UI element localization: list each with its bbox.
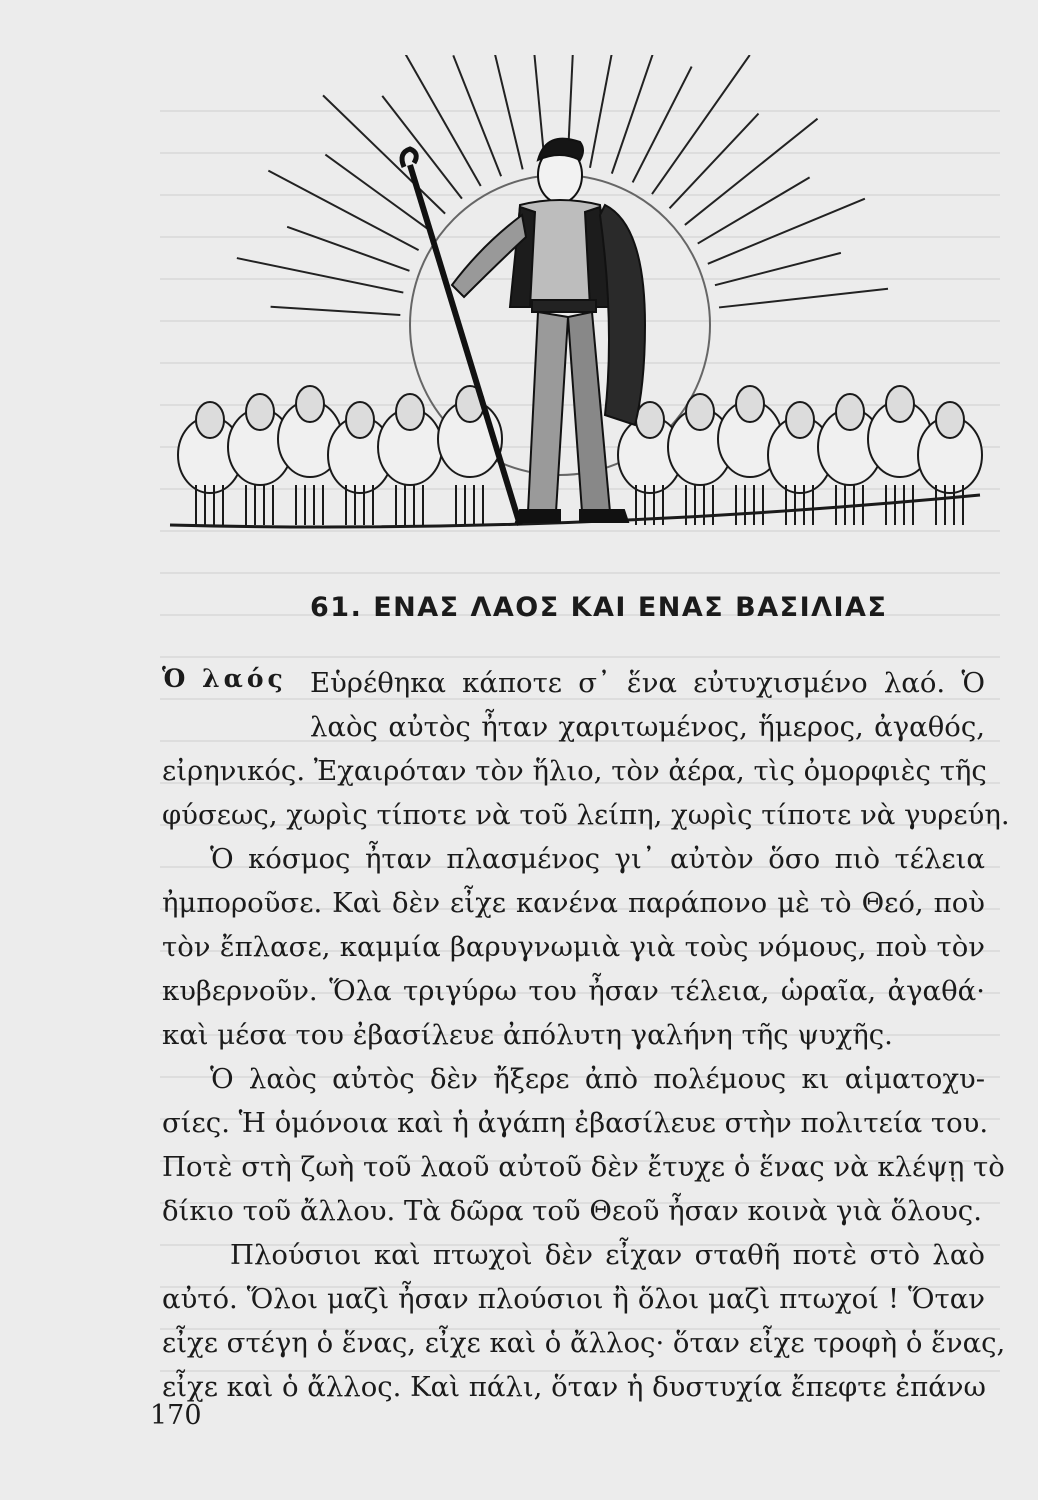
chapter-title: 61. ΕΝΑΣ ΛΑΟΣ ΚΑΙ ΕΝΑΣ ΒΑΣΙΛΙΑΣ xyxy=(310,592,888,623)
text-line: εἶχε καὶ ὁ ἄλλος. Καὶ πάλι, ὅταν ἡ δυστυχία ἔπεφτε ἐπάνω xyxy=(162,1371,986,1403)
ground-line xyxy=(170,495,980,527)
sun-ray xyxy=(271,307,401,315)
sheep xyxy=(378,394,442,525)
text-line: Εὑρέθηκα κάποτε σ᾽ ἕνα εὐτυχισμένο λαό. Ὁ xyxy=(310,667,985,699)
text-line: καὶ μέσα του ἐβασίλευε ἀπόλυτη γαλήνη τῆς ψυχῆς. xyxy=(162,1019,893,1051)
text-line: Ποτὲ στὴ ζωὴ τοῦ λαοῦ αὐτοῦ δὲν ἔτυχε ὁ ἕνας νὰ κλέψῃ τὸ xyxy=(162,1151,1005,1183)
text-line: εἶχε στέγη ὁ ἕνας, εἶχε καὶ ὁ ἄλλος· ὅταν εἶχε τροφὴ ὁ ἕνας, xyxy=(162,1327,1006,1359)
sun-ray xyxy=(670,114,759,209)
sun-ray xyxy=(612,55,667,174)
sun-ray xyxy=(483,55,523,169)
sun-ray xyxy=(268,171,418,251)
text-line: σίες. Ἡ ὁμόνοια καὶ ἡ ἀγάπη ἐβασίλευε στὴν πολιτεία του. xyxy=(162,1107,989,1139)
sun-ray xyxy=(453,55,501,176)
text-line: λαὸς αὐτὸς ἦταν χαριτωμένος, ἥμερος, ἀγαθός, xyxy=(310,711,985,743)
sun-ray xyxy=(590,55,614,168)
text-line: Πλούσιοι καὶ πτωχοὶ δὲν εἶχαν σταθῆ ποτὲ στὸ λαὸ xyxy=(230,1239,985,1271)
sun-ray xyxy=(715,253,841,285)
text-line: Ὁ λαὸς αὐτὸς δὲν ἤξερε ἀπὸ πολέμους κι αἱματοχυ- xyxy=(210,1063,985,1095)
text-line: Ὁ κόσμος ἦταν πλασμένος γι᾽ αὐτὸν ὅσο πιὸ τέλεια xyxy=(210,843,985,875)
sun-ray xyxy=(382,96,462,199)
sun-ray xyxy=(325,155,430,231)
text-line: τὸν ἔπλασε, καμμία βαρυγνωμιὰ γιὰ τοὺς νόμους, ποὺ τὸν xyxy=(162,931,985,963)
text-line: κυβερνοῦν. Ὅλα τριγύρω του ἦσαν τέλεια, ὡραῖα, ἀγαθά· xyxy=(162,975,985,1007)
text-line: φύσεως, χωρὶς τίποτε νὰ τοῦ λείπη, χωρὶς τίποτε νὰ γυρεύη. xyxy=(162,799,1010,831)
text-line: ἠμποροῦσε. Καὶ δὲν εἶχε κανένα παράπονο μὲ τὸ Θεό, ποὺ xyxy=(162,887,985,919)
sun-ray xyxy=(237,258,403,292)
shepherd-illustration xyxy=(160,55,990,540)
text-line: εἰρηνικός. Ἐχαιρόταν τὸν ἥλιο, τὸν ἀέρα, τὶς ὀμορφιὲς τῆς xyxy=(162,755,987,787)
sun-ray xyxy=(708,199,865,264)
sun-ray xyxy=(652,55,750,194)
text-line: αὐτό. Ὅλοι μαζὶ ἦσαν πλούσιοι ἢ ὅλοι μαζὶ πτωχοί ! Ὅταν xyxy=(162,1283,985,1315)
sheep xyxy=(438,386,502,525)
sun-ray xyxy=(719,289,888,308)
side-heading: Ὁ λαός xyxy=(162,664,287,693)
sun-ray xyxy=(287,227,409,271)
sun-ray xyxy=(698,177,810,243)
text-line: δίκιο τοῦ ἄλλου. Τὰ δῶρα τοῦ Θεοῦ ἦσαν κοινὰ γιὰ ὅλους. xyxy=(162,1195,982,1227)
page-number: 170 xyxy=(150,1400,202,1431)
